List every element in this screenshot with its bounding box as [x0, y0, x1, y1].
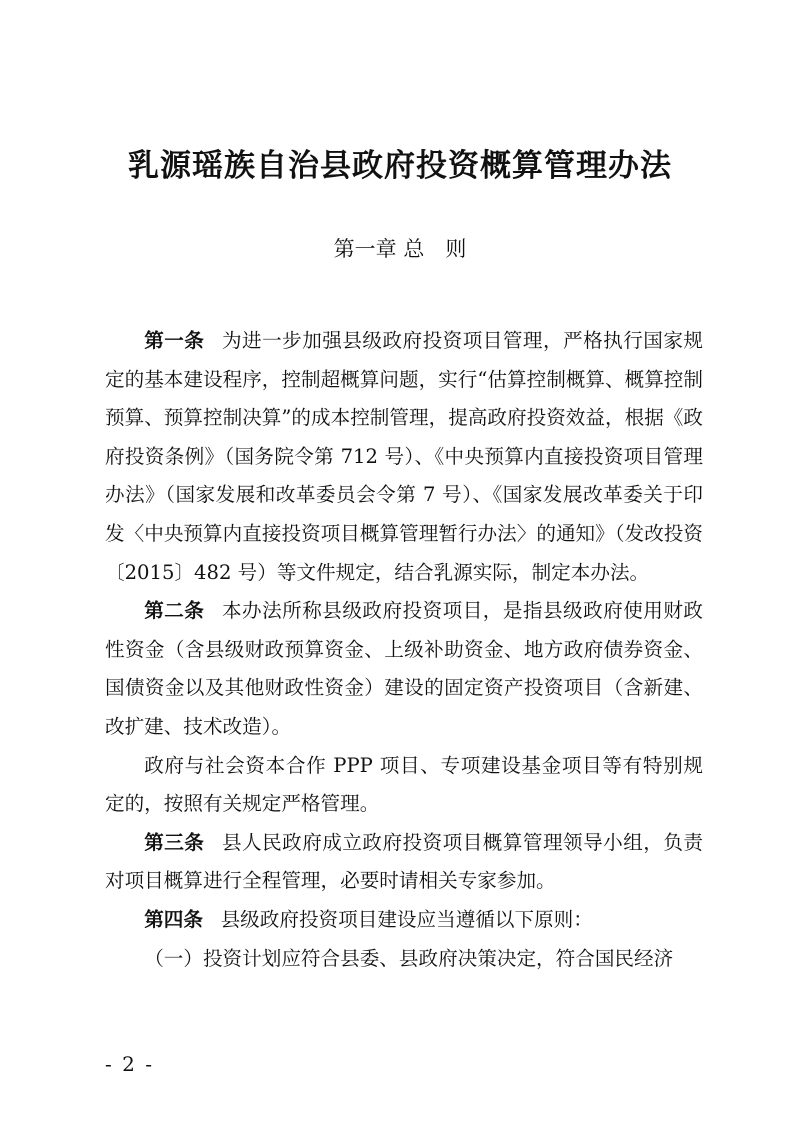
article-2-paragraph	[105, 592, 703, 746]
article-text: 本办法所称县级政府投资项目，是指县级政府使用财政性资金（含县级财政预算资金、上级补助资金、地方政府债券资金、国债资金以及其他财政性资金）建设的固定资产投资项目（含新建、改扩建、技术改造）。	[105, 599, 704, 738]
article-text: 县级政府投资项目建设应当遵循以下原则：	[220, 907, 593, 931]
chapter-heading: 第一章 总 则	[333, 237, 467, 261]
article-label: 第二条	[144, 599, 205, 623]
document-body	[105, 322, 703, 978]
ppp-paragraph	[105, 747, 703, 824]
article-3-paragraph	[105, 824, 703, 901]
paragraph-text: 政府与社会资本合作 PPP 项目、专项建设基金项目等有特别规定的，按照有关规定严格管理。	[105, 753, 703, 816]
page-number: - 2 -	[105, 1052, 154, 1076]
article-label: 第一条	[144, 329, 205, 352]
article-text: 为进一步加强县级政府投资项目管理，严格执行国家规定的基本建设程序，控制超概算问题，实行“估算控制概算、概算控制预算、预算控制决算”的成本控制管理，提高政府投资效益，根据《政府投资条例》（国务院令第 712 号）、《中央预算内直接投资项目管理办法》（国家发展和改革委员会令第 7 号）、《国家发展改革委关于印发〈中央预算内直接投资项目概算管理暂行办法〉的通知》（发改投资〔2015〕482 号）等文件规定，结合乳源实际，制定本办法。	[105, 329, 704, 584]
article-label: 第三条	[144, 830, 205, 854]
article-label: 第四条	[144, 907, 203, 931]
article-4-paragraph	[105, 901, 703, 940]
article-1-paragraph	[105, 322, 703, 592]
paragraph-text: （一）投资计划应符合县委、县政府决策决定，符合国民经济	[144, 946, 674, 970]
document-title: 乳源瑶族自治县政府投资概算管理办法	[128, 148, 672, 184]
clause-1-paragraph	[105, 940, 703, 979]
article-text: 县人民政府成立政府投资项目概算管理领导小组，负责对项目概算进行全程管理，必要时请相关专家参加。	[105, 830, 704, 893]
